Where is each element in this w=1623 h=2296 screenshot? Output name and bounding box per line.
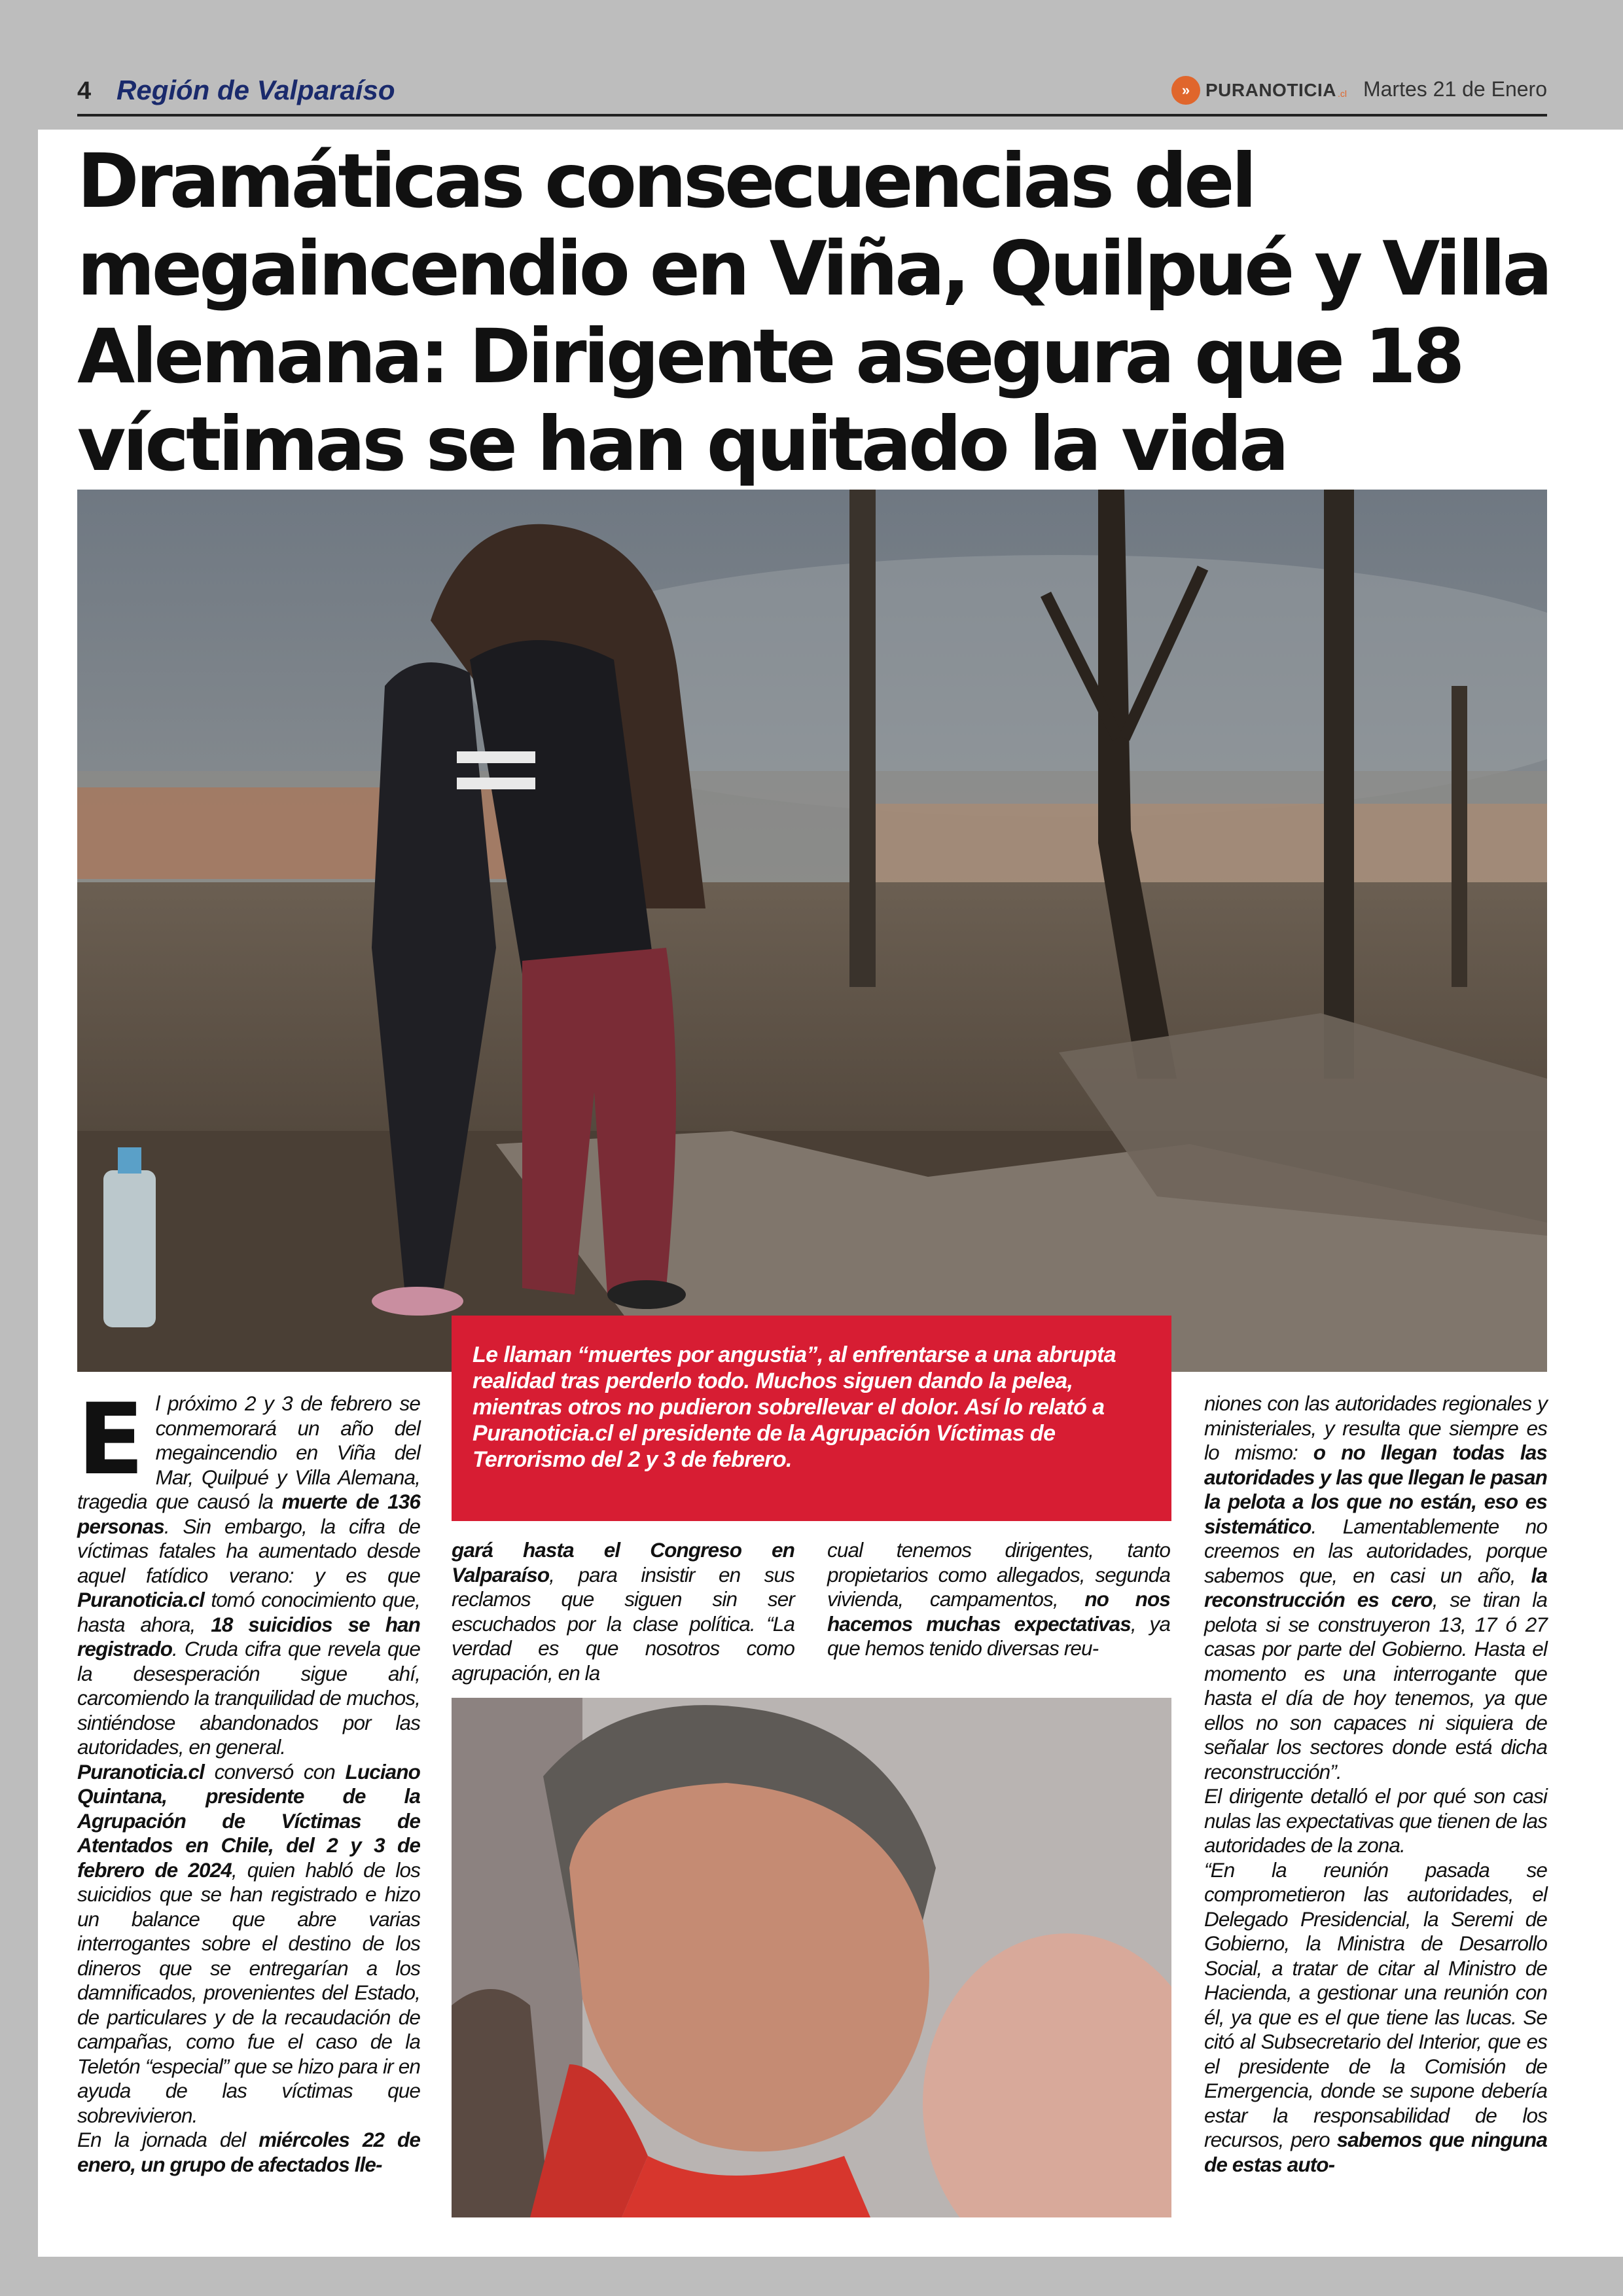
header-rule [77,114,1547,117]
text-run: En la jornada del [77,2128,259,2151]
text-run: . Cruda cifra que revela que la desesperación sigue ahí, carcomiendo la tranquilidad de muchos, sintiéndose abandonados por las autoridades, en general. [77,1637,420,1759]
page-number: 4 [77,77,92,105]
text-run: 18 suicidios se han registrado [77,1612,420,1660]
logo-tld: .cl [1337,88,1347,99]
article-column-4 [1204,1391,1547,2177]
text-run: Luciano Quintana, presidente de la Agrupación de Víctimas de Atentados en Chile, del 2 y 3 de febrero de 2024 [77,1759,420,1882]
paragraph [1204,1858,1547,2178]
text-run: Puranoticia.cl [77,1588,204,1611]
paragraph [452,1538,794,1685]
page-header [77,65,1547,118]
text-run: cual tenemos dirigentes, tanto propietarios como allegados, segunda vivienda, campamentos, [827,1538,1170,1611]
text-run: o no llegan todas las autoridades y las que llegan le pasan la pelota a los que no están, eso es sistemático [1204,1441,1547,1538]
paragraph [77,2128,420,2177]
portrait-photo-luciano-quintana [452,1698,1171,2217]
article-column-2 [452,1538,794,1685]
text-run: . Lamentablemente no creemos en las autoridades, porque sabemos que, en casi un año, [1204,1514,1547,1587]
callout-summary: Le llaman “muertes por angustia”, al enfrentarse a una abrupta realidad tras perderlo todo. Muchos siguen dando la pelea, mientras otros no pudieron sobrellevar el dolor. Así lo relató a Puranoticia.cl el presidente de la Agrupación Víctimas de Terrorismo del 2 y 3 de febrero. [452,1316,1171,1521]
text-run: no nos hacemos muchas expectativas [827,1587,1170,1636]
text-run: Puranoticia.cl [77,1759,204,1784]
article-column-3 [827,1538,1170,1661]
paragraph [1204,1784,1547,1858]
text-run: . Sin embargo, la cifra de víctimas fatales ha aumentado desde aquel fatídico verano: y es que [77,1514,420,1587]
dropcap: E [77,1383,144,1497]
text-run: miércoles 22 de enero, un grupo de afectados lle- [77,2128,420,2176]
text-run: “En la reunión pasada se comprometieron las autoridades, el Delegado Presidencial, la Seremi de Gobierno, la Ministra de Desarrollo Social, a tratar de citar al Ministro de Hacienda, a gestionar una reunión con él, ya que es el que tiene las lucas. Se citó al Subsecretario del Interior, que es el presidente de la Comisión de Emergencia, donde se supone debería estar la responsabilidad de los recursos, pero [1204,1857,1547,2151]
hero-photo-fire-aftermath [77,490,1547,1372]
paragraph [77,1383,421,1760]
paragraph [77,1760,420,2128]
text-run: la reconstrucción es cero [1204,1563,1547,1611]
paragraph [1204,1391,1547,1784]
text-run: , quien habló de los suicidios que se han registrado e hizo un balance que abre varias interrogantes sobre el destino de los dineros que se entregarían a los damnificados, provenientes del Estado, de particulares y de la recaudación de campañas, como fue el caso de la Teletón “especial” que se hizo para ir en ayuda de las víctimas que sobrevivieron. [77,1857,420,2127]
text-run: conversó con [204,1759,346,1784]
article-column-1 [77,1383,421,2177]
text-run: muerte de 136 personas [77,1490,421,1538]
issue-date: Martes 21 de Enero [1363,77,1547,101]
text-run: , ya que hemos tenido diversas reu- [827,1611,1170,1660]
text-run: , se tiran la pelota si se construyeron 13, 17 ó 27 casas por parte del Gobierno. Hasta el momento es una interrogante que hasta el día de hoy tenemos, ya que ellos no son capaces ni siquiera de señalar los sectores donde está dicha reconstrucción”. [1204,1588,1548,1784]
text-run: sabemos que ninguna de estas auto- [1204,2128,1548,2176]
text-run: niones con las autoridades regionales y ministeriales, y resulta que siempre es lo mismo: [1204,1391,1547,1464]
article-headline: Dramáticas consecuencias del megaincendio en Viña, Quilpué y Villa Alemana: Dirigente asegura que 18 víctimas se han quitado la vida [77,137,1550,488]
section-title: Región de Valparaíso [116,75,395,105]
logo-name: PURANOTICIA [1205,80,1336,100]
text-run: l próximo 2 y 3 de febrero se conmemorará un año del megaincendio en Viña del Mar, Quilpué y Villa Alemana, tragedia que causó la [77,1391,420,1513]
puranoticia-logo [1171,75,1347,106]
text-run: tomó conocimiento que, hasta ahora, [77,1588,420,1636]
puranoticia-chevrons-icon: » [1171,76,1200,105]
paragraph [827,1538,1170,1661]
text-run: El dirigente detalló el por qué son casi nulas las expectativas que tienen de las autoridades de la zona. [1204,1784,1547,1857]
text-run: , para insistir en sus reclamos que siguen sin ser escuchados por la clase política. “La verdad es que nosotros como agrupación, en la [452,1562,794,1685]
text-run: gará hasta el Congreso en Valparaíso [452,1538,794,1587]
